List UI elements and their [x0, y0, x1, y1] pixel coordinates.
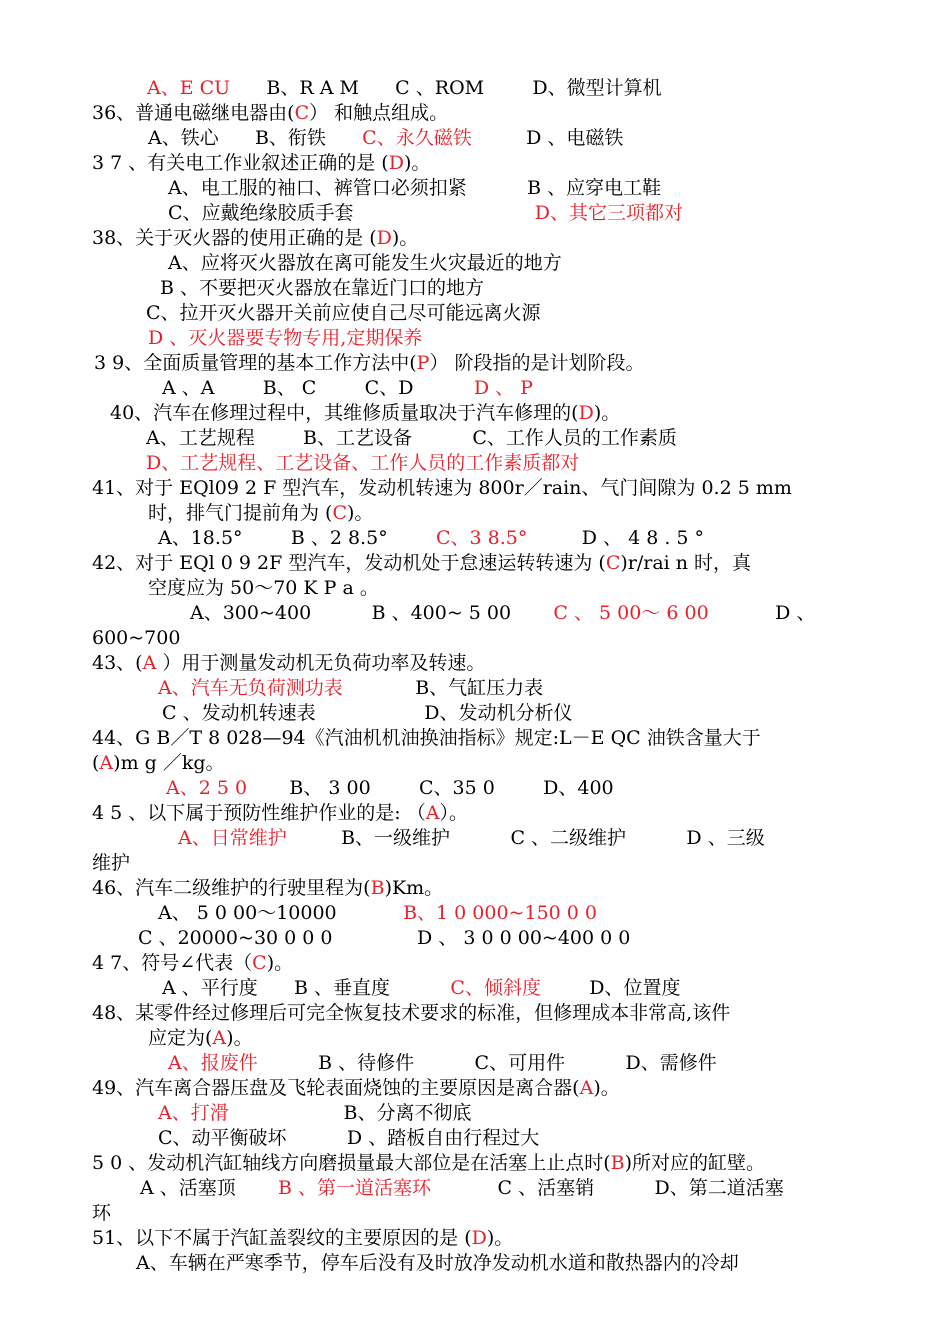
question-text: 46、汽车二级维护的行驶里程为(: [92, 877, 371, 899]
text-line: [92, 551, 751, 576]
question-text: B、 3 00 C、35 0 D、400: [247, 777, 614, 799]
question-text: A、铁心 B、衔铁: [148, 127, 363, 149]
text-line: [178, 826, 765, 851]
question-text: 36、普通电磁继电器由(: [92, 102, 295, 124]
text-line: [92, 1226, 513, 1251]
answer-text: C: [332, 502, 347, 524]
answer-text: B、1 0 000~150 0 0: [403, 902, 598, 924]
text-line: [162, 376, 533, 401]
text-line: [92, 876, 443, 901]
text-line: [140, 1176, 784, 1201]
question-text: D 、 4 8 . 5 °: [527, 527, 705, 549]
text-line: [162, 976, 681, 1001]
text-line: [160, 276, 484, 301]
question-text: B 、不要把灭火器放在靠近门口的地方: [160, 277, 485, 299]
question-text: )。: [226, 1027, 253, 1049]
answer-text: P: [416, 352, 430, 374]
answer-text: A: [99, 752, 114, 774]
answer-text: A: [142, 652, 157, 674]
answer-text: A、汽车无负荷测功表: [158, 677, 343, 699]
question-text: )。: [266, 952, 294, 974]
text-line: [166, 776, 614, 801]
text-line: [158, 526, 704, 551]
question-text: ）。: [439, 802, 468, 824]
question-text: 5 0 、发动机汽缸轴线方向磨损量最大部位是在活塞上止点时(: [92, 1152, 611, 1174]
question-text: A、 5 0 00～10000: [158, 902, 404, 924]
question-text: 51、以下不属于汽缸盖裂纹的主要原因的是 (: [92, 1227, 472, 1249]
text-line: [162, 701, 573, 726]
text-line: [92, 626, 180, 651]
question-text: )。: [391, 227, 419, 249]
answer-text: A: [212, 1027, 227, 1049]
answer-text: C、3 8.5°: [436, 527, 528, 549]
question-text: 44、G B／T 8 028—94《汽油机机油换油指标》规定:L－E QC 油铁含量大于: [92, 727, 761, 749]
text-line: [168, 251, 562, 276]
question-text: C、拉开灭火器开关前应使自己尽可能远离火源: [146, 302, 541, 324]
question-text: D 、: [708, 602, 816, 624]
question-text: 4 5 、以下属于预防性维护作业的是: （: [92, 802, 426, 824]
text-line: [148, 326, 422, 351]
answer-text: D 、 P: [473, 377, 533, 399]
question-text: )。: [486, 1227, 514, 1249]
question-text: A、300~400 B 、400~ 5 00: [190, 602, 554, 624]
text-line: [92, 1151, 765, 1176]
question-text: 环: [92, 1202, 112, 1224]
text-line: [148, 576, 379, 601]
question-text: C 、20000~30 0 0 0 D 、 3 0 0 00~400 0 0: [138, 927, 631, 949]
question-text: 49、汽车离合器压盘及飞轮表面烧蚀的主要原因是离合器(: [92, 1077, 580, 1099]
text-line: [92, 1201, 111, 1226]
question-text: ） 和触点组成。: [309, 102, 449, 124]
question-text: )所对应的缸壁。: [624, 1152, 766, 1174]
text-line: [92, 751, 225, 776]
text-line: [136, 1251, 739, 1276]
answer-text: B 、第一道活塞环: [278, 1177, 432, 1199]
text-line: [190, 601, 815, 626]
text-line: [92, 1001, 730, 1026]
answer-text: D、其它三项都对: [534, 202, 683, 224]
text-line: [148, 501, 373, 526]
question-text: A 、活塞顶: [140, 1177, 279, 1199]
question-text: A、车辆在严寒季节，停车后没有及时放净发动机水道和散热器内的冷却: [136, 1252, 739, 1274]
text-line: [92, 101, 448, 126]
question-text: 维护: [92, 852, 131, 874]
question-text: A 、A B、 C C、D: [162, 377, 474, 399]
question-text: 48、某零件经过修理后可完全恢复技术要求的标准，但修理成本非常高,该件: [92, 1002, 731, 1024]
question-text: B、气缸压力表: [342, 677, 544, 699]
answer-text: C: [605, 552, 621, 574]
question-text: (: [92, 752, 100, 774]
question-text: 42、对于 EQl 0 9 2F 型汽车，发动机处于怠速运转转速为 (: [92, 552, 606, 574]
question-text: 4 7、符号∠代表（: [92, 952, 253, 974]
text-line: [92, 651, 485, 676]
answer-text: C、永久磁铁: [362, 127, 472, 149]
answer-text: A: [579, 1077, 594, 1099]
answer-text: C 、 5 00～ 6 00: [553, 602, 709, 624]
text-line: [92, 151, 430, 176]
question-text: A、18.5° B 、2 8.5°: [158, 527, 437, 549]
answer-text: A、E CU: [147, 77, 231, 99]
text-line: [168, 1051, 717, 1076]
question-text: 3 7 、有关电工作业叙述正确的是 (: [92, 152, 389, 174]
question-text: A 、平行度 B 、垂直度: [162, 977, 451, 999]
answer-text: D: [376, 227, 392, 249]
question-text: )m g ／kg。: [113, 752, 225, 774]
question-text: )r/rai n 时，真: [620, 552, 752, 574]
text-line: [158, 1101, 471, 1126]
answer-text: A: [425, 802, 440, 824]
question-text: A、应将灭火器放在离可能发生火灾最近的地方: [168, 252, 562, 274]
question-text: C、应戴绝缘胶质手套: [168, 202, 535, 224]
text-line: [158, 901, 597, 926]
answer-text: B: [610, 1152, 625, 1174]
answer-text: A、2 5 0: [166, 777, 248, 799]
answer-text: D、工艺规程、工艺设备、工作人员的工作素质都对: [146, 452, 580, 474]
question-text: A、工艺规程 B、工艺设备 C、工作人员的工作素质: [146, 427, 677, 449]
text-line: [94, 351, 644, 376]
question-text: )。: [347, 502, 374, 524]
text-line: [92, 1076, 620, 1101]
question-text: 应定为(: [148, 1027, 213, 1049]
question-text: 空度应为 50～70 K P a 。: [148, 577, 379, 599]
question-text: )。: [403, 152, 431, 174]
text-line: [148, 126, 623, 151]
question-text: 3 9、全面质量管理的基本工作方法中(: [94, 352, 417, 374]
question-text: D、位置度: [540, 977, 681, 999]
question-text: )Km。: [384, 877, 444, 899]
question-text: 41、对于 EQl09 2 F 型汽车，发动机转速为 800r／rain、气门间隙为 0.2 5 mm: [92, 477, 792, 499]
text-line: [92, 801, 468, 826]
answer-text: A、日常维护: [178, 827, 287, 849]
text-line: [110, 401, 620, 426]
question-text: B、一级维护 C 、二级维护 D 、三级: [286, 827, 765, 849]
text-line: [92, 851, 130, 876]
question-text: B、R A M C 、ROM D、微型计算机: [230, 77, 662, 99]
question-text: 600~700: [92, 627, 181, 649]
text-line: [92, 726, 761, 751]
answer-text: D: [471, 1227, 487, 1249]
question-text: 38、关于灭火器的使用正确的是 (: [92, 227, 377, 249]
text-line: [168, 176, 661, 201]
question-text: ） 阶段指的是计划阶段。: [429, 352, 645, 374]
text-line: [92, 226, 418, 251]
text-line: [158, 676, 543, 701]
answer-text: D 、灭火器要专物专用,定期保养: [148, 327, 423, 349]
question-text: 时，排气门提前角为 (: [148, 502, 333, 524]
text-line: [92, 951, 293, 976]
text-line: [148, 1026, 253, 1051]
question-text: C、动平衡破坏 D 、踏板自由行程过大: [158, 1127, 540, 1149]
question-text: )。: [593, 1077, 620, 1099]
answer-text: B: [370, 877, 385, 899]
answer-text: D: [578, 402, 594, 424]
question-text: )。: [593, 402, 621, 424]
question-text: ）用于测量发动机无负荷功率及转速。: [156, 652, 486, 674]
text-line: [138, 926, 630, 951]
question-text: 40、汽车在修理过程中，其维修质量取决于汽车修理的(: [110, 402, 579, 424]
text-line: [147, 76, 662, 101]
question-text: 43、(: [92, 652, 143, 674]
text-line: [146, 451, 579, 476]
answer-text: D: [388, 152, 404, 174]
text-line: [146, 301, 541, 326]
answer-text: C、倾斜度: [450, 977, 541, 999]
question-text: B、分离不彻底: [228, 1102, 472, 1124]
question-text: B 、待修件 C、可用件 D、需修件: [257, 1052, 717, 1074]
question-text: A、电工服的袖口、裤管口必须扣紧 B 、应穿电工鞋: [168, 177, 662, 199]
question-text: C 、活塞销 D、第二道活塞: [431, 1177, 784, 1199]
text-line: [92, 476, 792, 501]
text-line: [158, 1126, 539, 1151]
answer-text: A、报废件: [168, 1052, 258, 1074]
answer-text: C: [252, 952, 267, 974]
question-text: D 、电磁铁: [471, 127, 624, 149]
answer-text: A、打滑: [158, 1102, 229, 1124]
text-line: [168, 201, 683, 226]
text-line: [146, 426, 677, 451]
question-text: C 、发动机转速表 D、发动机分析仪: [162, 702, 573, 724]
answer-text: C: [294, 102, 310, 124]
